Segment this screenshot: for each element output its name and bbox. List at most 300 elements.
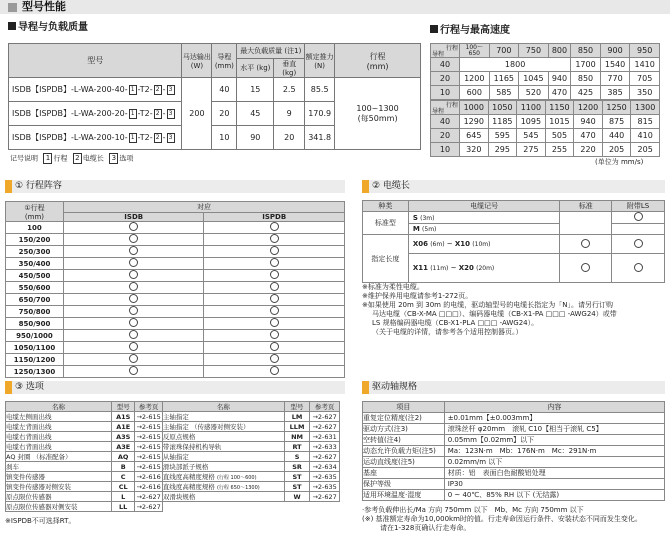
sec3-right-6-0: 直线度高精度规格: [162, 473, 215, 481]
speed-a-rows-2-7: 350: [630, 86, 660, 100]
table-row: [6, 482, 340, 492]
symbol-legend: [10, 153, 133, 164]
sec2-h-3: 附带LS: [612, 201, 665, 212]
sec3-right-8-0: 双滑块规格: [162, 492, 284, 502]
sec3-right-3-2: →2-633: [310, 442, 340, 452]
horizontal-cell: 90: [237, 126, 274, 150]
sec4-rows-2-1: 0.05mm【0.02mm】以下: [444, 435, 664, 446]
speed-cell: 1800: [460, 58, 571, 72]
sec3-right-0-0: 主轴指定: [162, 412, 284, 422]
table-row: [6, 422, 340, 432]
sec3-left-4-0: AQ 封圈 （标准配备）: [6, 452, 112, 462]
speed-a-rows-1-6: 770: [600, 72, 630, 86]
sec3-right-8-2: →2-627: [310, 492, 340, 502]
table-row: [6, 306, 345, 318]
speed-b-cols-1: 1050: [488, 101, 517, 115]
table-row: [6, 330, 345, 342]
speed-b-rows-2-7: 205: [631, 143, 660, 157]
header-thrust: 额定推力 (N): [305, 44, 335, 78]
right-head: 行程与最高速度: [440, 25, 510, 36]
speed-b-cols-3: 1150: [545, 101, 574, 115]
title-square-icon: [8, 3, 17, 12]
sec3-h-5: 参考页: [310, 402, 340, 412]
speed-row: [431, 129, 660, 143]
circle-icon: [129, 354, 138, 363]
table-row: [363, 435, 665, 446]
circle-icon: [129, 222, 138, 231]
main-table-rows-2-pre: ISDB【ISPDB】-L-WA-200-10-: [12, 133, 128, 142]
sec3-left-5-2: →2-615: [136, 462, 161, 471]
legend-l2: 电缆长: [82, 154, 104, 163]
sec3-left-6-1: C: [112, 472, 135, 482]
stroke-col: 750: [519, 44, 549, 58]
circle-icon: [270, 270, 279, 279]
header-support: 对应: [63, 202, 344, 213]
sec3-left-8-1: L: [112, 492, 135, 502]
sec3-left-0-0: 电缆左侧面出线: [6, 412, 112, 422]
vertical-cell: 20: [274, 126, 305, 150]
table-row: [6, 412, 340, 422]
table-row: [6, 222, 345, 234]
sec3-left-4-1: AQ: [112, 452, 135, 462]
speed-b-rows-2-4: 255: [545, 143, 574, 157]
table-row: [363, 446, 665, 457]
circle-icon: [270, 246, 279, 255]
speed-a-rows-2-2: 585: [489, 86, 519, 100]
sec1-c2: ISPDB: [204, 213, 345, 222]
speed-a-rows-1-0: 20: [431, 72, 460, 86]
vertical-cell: 9: [274, 102, 305, 126]
sec3-left-8-0: 原点限位传感器: [6, 492, 112, 502]
circle-icon: [129, 366, 138, 375]
speed-b-rows-1-0: 20: [431, 129, 460, 143]
table-row: [363, 413, 665, 424]
orange-marker-icon: [5, 180, 12, 193]
sec1-rows-7: 750/800: [6, 306, 64, 318]
table-row: [363, 468, 665, 479]
cable-length-table: [362, 200, 665, 283]
corner-cell: [431, 101, 460, 115]
sec3-left-0-1: A1S: [112, 412, 135, 422]
table-row: [6, 258, 345, 270]
sec4-notes-1: (※) 基准额定寿命为10,000km时的值。行走寿命因运行条件、安装状态不同而发生变化。: [362, 515, 642, 523]
speed-cell: 1540: [600, 58, 630, 72]
speed-b-rows-0-6: 875: [602, 115, 631, 129]
sec2-notes-1: ※维护保养用电缆请参考1-272页。: [362, 292, 473, 300]
sec4-rows-5-1: 材质：铝 表面白色耐酸铝处理: [444, 468, 664, 479]
speed-a-rows-2-6: 385: [600, 86, 630, 100]
sec3-left-1-2: →2-615: [136, 422, 161, 431]
speed-a-rows-2-4: 470: [548, 86, 571, 100]
sec4-rows-6-0: 保护等级: [363, 479, 445, 490]
sec4-h-1: 内容: [444, 402, 664, 413]
speed-b-rows-0-3: 1095: [517, 115, 546, 129]
sec3-right-5-1: SR: [284, 462, 309, 472]
circle-icon: [270, 294, 279, 303]
sec3-right-0-1: LM: [284, 412, 309, 422]
sec3-h-1: 型号: [112, 402, 135, 412]
speed-a-rows-2-0: 10: [431, 86, 460, 100]
sec3-right-4-1: S: [284, 452, 309, 462]
table-row: [6, 432, 340, 442]
sec2-X1: X06: [412, 240, 428, 248]
stroke-col: 850: [571, 44, 601, 58]
sec1-rows-0: 100: [6, 222, 64, 234]
sec1-rows-5: 550/600: [6, 282, 64, 294]
sec4-h-0: 项目: [363, 402, 445, 413]
table-row: [6, 442, 340, 452]
circle-icon: [634, 263, 643, 272]
speed-b-rows-2-6: 205: [602, 143, 631, 157]
table-row: [6, 472, 340, 482]
sec3-right-1-2: →2-627: [310, 422, 340, 432]
sec3-left-3-1: A3E: [112, 442, 135, 452]
circle-icon: [634, 212, 643, 221]
orange-marker-icon: [362, 381, 369, 394]
speed-a-corner-a: 行程: [445, 45, 458, 52]
sec1-rows-10: 1050/1100: [6, 342, 64, 354]
speed-b-rows-1-2: 595: [488, 129, 517, 143]
circle-icon: [270, 306, 279, 315]
speed-b-rows-2-5: 220: [574, 143, 603, 157]
main-table-sep: -: [162, 109, 166, 118]
sec3-left-1-0: 电缆左背面出线: [6, 422, 112, 432]
table-row: [6, 366, 345, 378]
speed-b-cols-5: 1250: [602, 101, 631, 115]
sec4-rows-3-1: Ma：123N·m Mb：176N·m Mc：291N·m: [444, 446, 664, 457]
main-table-b2: 2: [154, 109, 162, 119]
table-row: [6, 342, 345, 354]
speed-b-rows-1-3: 545: [517, 129, 546, 143]
main-table-rows-1-pre: ISDB【ISPDB】-L-WA-200-20-: [12, 109, 128, 118]
sec2-X3-to: ~: [450, 264, 457, 272]
sec3-right-5-2: →2-634: [310, 462, 340, 472]
sec3-right-2-2: →2-631: [310, 432, 340, 442]
horizontal-cell: 15: [237, 78, 274, 102]
main-table-b2: 2: [154, 133, 162, 143]
header-model: 型号: [9, 44, 182, 78]
sec2-notes-4: LS 规格编码器电缆（CB-X1-PLA □□□ -AWG24）。: [372, 319, 539, 327]
speed-row: [431, 86, 660, 100]
table-row: [9, 78, 421, 102]
circle-icon: [129, 330, 138, 339]
speed-b-cols-0: 1000: [460, 101, 489, 115]
circle-icon: [129, 294, 138, 303]
main-table-b1: 1: [129, 133, 137, 143]
speed-b-cols-2: 1100: [517, 101, 546, 115]
sec3-left-1-1: A1E: [112, 422, 135, 432]
circle-icon: [129, 246, 138, 255]
main-table-suffix-t: -T2-: [137, 133, 153, 142]
sec3-right-7-0: 直线度高精度规格: [162, 483, 215, 491]
sec2-S-len: (3m): [420, 214, 435, 222]
circle-icon: [270, 222, 279, 231]
main-table-suffix-t: -T2-: [137, 85, 153, 94]
speed-row: [431, 143, 660, 157]
table-row: [6, 234, 345, 246]
sec3-right-small-6: (行程 100～600): [216, 475, 257, 481]
sec3-right-4-2: →2-627: [310, 452, 340, 462]
sec2-spec-label: 指定长度: [363, 235, 409, 283]
speed-row: [431, 72, 660, 86]
square-bullet-icon: [8, 22, 16, 30]
sec3-left-7-2: →2-616: [136, 482, 161, 491]
stroke-col: 950: [630, 44, 660, 58]
speed-b-rows-1-5: 470: [574, 129, 603, 143]
sec3-left-9-2: →2-627: [136, 502, 161, 511]
circle-icon: [270, 258, 279, 267]
circle-icon: [270, 318, 279, 327]
sec3-left-4-2: →2-615: [136, 452, 161, 461]
speed-row: [431, 115, 660, 129]
spec-table: [362, 401, 665, 501]
sec2-X4-len: (20m): [476, 265, 495, 272]
sec3-right-4-0: 从轴指定: [162, 452, 284, 462]
corner-cell: [431, 44, 460, 58]
sec3-right-2-0: 反原点规格: [162, 432, 284, 442]
speed-a-rows-0-0: 40: [431, 58, 460, 72]
sec3-left-2-0: 电缆右背面出线: [6, 432, 112, 442]
sec3-h-4: 型号: [284, 402, 309, 412]
legend-prefix: 记号说明: [10, 154, 38, 163]
options-note: ※ISPDB不可选择RT。: [5, 517, 76, 525]
sec4-rows-3-0: 动态允许负载力矩(注5): [363, 446, 445, 457]
sec4-notes-0: ·参考负载伸出长/Ma 方向 750mm 以下 Mb、Mc 方向 750mm 以下: [362, 506, 584, 514]
sec1-rows-12: 1250/1300: [6, 366, 64, 378]
sec1-rows-3: 350/400: [6, 258, 64, 270]
speed-cell: 1700: [571, 58, 601, 72]
sec3-h-3: 名称: [162, 402, 284, 412]
main-table-b3: 3: [167, 109, 175, 119]
speed-b-rows-2-2: 295: [488, 143, 517, 157]
table-row: [6, 318, 345, 330]
stroke-col: 800: [548, 44, 571, 58]
main-table-rows-0-pre: ISDB【ISPDB】-L-WA-200-40-: [12, 85, 128, 94]
circle-icon: [129, 318, 138, 327]
sec2-notes-3: 马达电缆（CB-X-MA □□□）、编码器电缆（CB-X1-PA □□□ -AWG24）或带: [372, 310, 617, 318]
stroke-lineup-table: [5, 201, 345, 378]
sec4-rows-6-1: IP30: [444, 479, 664, 490]
page-title: 型号性能: [22, 0, 66, 13]
circle-icon: [270, 342, 279, 351]
stroke-col: 700: [489, 44, 519, 58]
speed-a-rows-1-1: 1200: [460, 72, 490, 86]
speed-a-rows-1-7: 705: [630, 72, 660, 86]
sec2-X2: X10: [454, 240, 471, 248]
orange-marker-icon: [362, 180, 369, 193]
speed-a-rows-2-1: 600: [460, 86, 490, 100]
sec3-right-3-0: 带滚珠保持机构导轨: [162, 442, 284, 452]
options-table: [5, 401, 340, 512]
motor-output-cell: 200: [182, 78, 212, 150]
circle-icon: [129, 258, 138, 267]
table-row: [6, 294, 345, 306]
sec3-left-5-1: B: [112, 462, 135, 472]
speed-b-cols-4: 1200: [574, 101, 603, 115]
legend-l1: 行程: [53, 154, 68, 163]
lead-cell: 40: [212, 78, 237, 102]
speed-b-rows-0-2: 1185: [488, 115, 517, 129]
orange-marker-icon: [5, 381, 12, 394]
main-table-sep: -: [162, 133, 166, 142]
legend-l3: 选项: [119, 154, 134, 163]
speed-b-rows-1-7: 410: [631, 129, 660, 143]
table-row: [363, 479, 665, 490]
section-bar-options: [5, 381, 345, 394]
sec1-title: ① 行程阵容: [15, 181, 62, 191]
table-row: [363, 457, 665, 468]
main-table-b2: 2: [154, 85, 162, 95]
circle-icon: [129, 234, 138, 243]
lead-cell: 10: [212, 126, 237, 150]
circle-icon: [129, 270, 138, 279]
sec3-left-8-2: →2-627: [136, 492, 161, 501]
header-maxload: 最大负载质量 (注1): [237, 44, 305, 59]
main-table-sep: -: [162, 85, 166, 94]
table-row: [363, 490, 665, 501]
speed-a-rows-1-5: 850: [571, 72, 601, 86]
speed-b-cols-6: 1300: [631, 101, 660, 115]
speed-table-a: [430, 43, 660, 100]
main-table-b3: 3: [167, 85, 175, 95]
stroke-cell: 100~1300 (每50mm): [335, 78, 421, 150]
model-cell: [9, 102, 182, 126]
sec3-left-2-1: A3S: [112, 432, 135, 442]
circle-icon: [270, 330, 279, 339]
header-lead: 导程 (mm): [212, 44, 237, 78]
sec2-X3: X11: [412, 264, 428, 272]
circle-icon: [270, 282, 279, 291]
section-heading-speed: [430, 25, 510, 37]
sec1-rows-6: 650/700: [6, 294, 64, 306]
table-row: [6, 270, 345, 282]
sec4-notes-2: 请在1-328页确认行走寿命。: [380, 524, 471, 532]
header-stroke: ①行程 (mm): [6, 202, 64, 222]
header-horizontal: 水平 (kg): [237, 59, 274, 78]
speed-header-row: [431, 101, 660, 115]
sec4-rows-7-0: 适用环境温度·湿度: [363, 490, 445, 501]
sec2-notes-0: ※标准为柔性电缆。: [362, 283, 424, 291]
sec1-c1: ISDB: [63, 213, 204, 222]
sec3-left-3-2: →2-615: [136, 442, 161, 451]
circle-icon: [129, 342, 138, 351]
sec3-left-2-2: →2-615: [136, 432, 161, 441]
sec3-right-8-1: W: [284, 492, 309, 502]
lead-cell: 20: [212, 102, 237, 126]
sec4-title: 驱动轴规格: [372, 382, 418, 392]
stroke-col: 100～ 650: [460, 44, 490, 58]
speed-b-corner-a: 行程: [445, 102, 458, 109]
circle-icon: [129, 282, 138, 291]
sec2-std-label: 标准型: [363, 212, 409, 235]
vertical-cell: 2.5: [274, 78, 305, 102]
circle-icon: [270, 354, 279, 363]
sec3-right-0-2: →2-627: [310, 412, 340, 422]
sec2-S: S: [412, 213, 418, 222]
header-motor: 马达输出 (W): [182, 44, 212, 78]
sec1-rows-11: 1150/1200: [6, 354, 64, 366]
table-row: [6, 502, 340, 512]
sec2-h-1: 电缆记号: [408, 201, 559, 212]
sec3-right-3-1: RT: [284, 442, 309, 452]
speed-b-rows-1-4: 505: [545, 129, 574, 143]
circle-icon: [270, 234, 279, 243]
speed-unit: (单位为 mm/s): [595, 158, 644, 166]
table-row: [6, 492, 340, 502]
sec3-left-9-0: 原点限位传感器对侧安装: [6, 502, 112, 512]
sec4-rows-2-0: 空转值(注4): [363, 435, 445, 446]
speed-b-rows-1-1: 645: [460, 129, 489, 143]
sec3-left-0-2: →2-615: [136, 412, 161, 421]
sec3-left-5-0: 刹车: [6, 462, 112, 472]
circle-icon: [129, 306, 138, 315]
circle-icon: [581, 239, 590, 248]
speed-b-corner-b: 导程: [432, 108, 445, 114]
speed-a-rows-1-2: 1165: [489, 72, 519, 86]
sec3-right-6-2: →2-635: [310, 472, 340, 482]
speed-b-rows-0-0: 40: [431, 115, 460, 129]
thrust-cell: 170.9: [305, 102, 335, 126]
sec3-left-7-1: CL: [112, 482, 135, 492]
table-row: [6, 462, 340, 472]
model-cell: [9, 126, 182, 150]
legend-b3: 3: [109, 153, 118, 164]
circle-icon: [270, 366, 279, 375]
sec3-right-1-1: LLM: [284, 422, 309, 432]
sec3-left-6-2: →2-616: [136, 472, 161, 481]
sec1-rows-4: 450/500: [6, 270, 64, 282]
legend-b1: 1: [43, 153, 52, 164]
sec3-right-7-2: →2-635: [310, 482, 340, 492]
horizontal-cell: 45: [237, 102, 274, 126]
section-bar-stroke: [5, 180, 345, 193]
thrust-cell: 341.8: [305, 126, 335, 150]
circle-icon: [634, 239, 643, 248]
sec2-X1-to: ~: [446, 240, 453, 248]
speed-b-rows-1-6: 440: [602, 129, 631, 143]
left-head: 导程与负载质量: [18, 22, 88, 33]
sec4-rows-0-0: 重复定位精度(注2): [363, 413, 445, 424]
sec2-M-len: (5m): [422, 226, 437, 233]
section-heading-load: [8, 22, 88, 34]
legend-b2: 2: [73, 153, 82, 164]
speed-row: [431, 58, 660, 72]
table-row: [6, 246, 345, 258]
sec3-left-6-0: 镇变件传感器: [6, 472, 112, 482]
sec2-X3-len: (11m): [430, 265, 449, 272]
sec2-X4: X20: [458, 264, 474, 272]
speed-a-rows-1-4: 940: [548, 72, 571, 86]
header-vertical: 垂直 (kg): [274, 59, 305, 78]
speed-a-rows-2-5: 425: [571, 86, 601, 100]
sec4-rows-0-1: ±0.01mm【±0.003mm】: [444, 413, 664, 424]
speed-a-rows-2-3: 520: [519, 86, 549, 100]
thrust-cell: 85.5: [305, 78, 335, 102]
speed-b-rows-2-0: 10: [431, 143, 460, 157]
sec2-X2-len: (10m): [472, 241, 491, 248]
sec3-title: ③ 选项: [15, 382, 44, 392]
sec2-notes-2: ※如果使用 20m 到 30m 的电缆，驱动轴型号的电缆长指定为「N」。请另行订购: [362, 301, 613, 309]
main-table-b1: 1: [129, 109, 137, 119]
sec3-left-3-0: 电缆右背面出线: [6, 442, 112, 452]
sec2-title: ② 电缆长: [372, 181, 410, 191]
sec3-right-7-1: ST: [284, 482, 309, 492]
table-row: [363, 424, 665, 435]
sec3-left-9-1: LL: [112, 502, 135, 512]
sec3-right-2-1: NM: [284, 432, 309, 442]
sec1-rows-2: 250/300: [6, 246, 64, 258]
table-row: [6, 282, 345, 294]
